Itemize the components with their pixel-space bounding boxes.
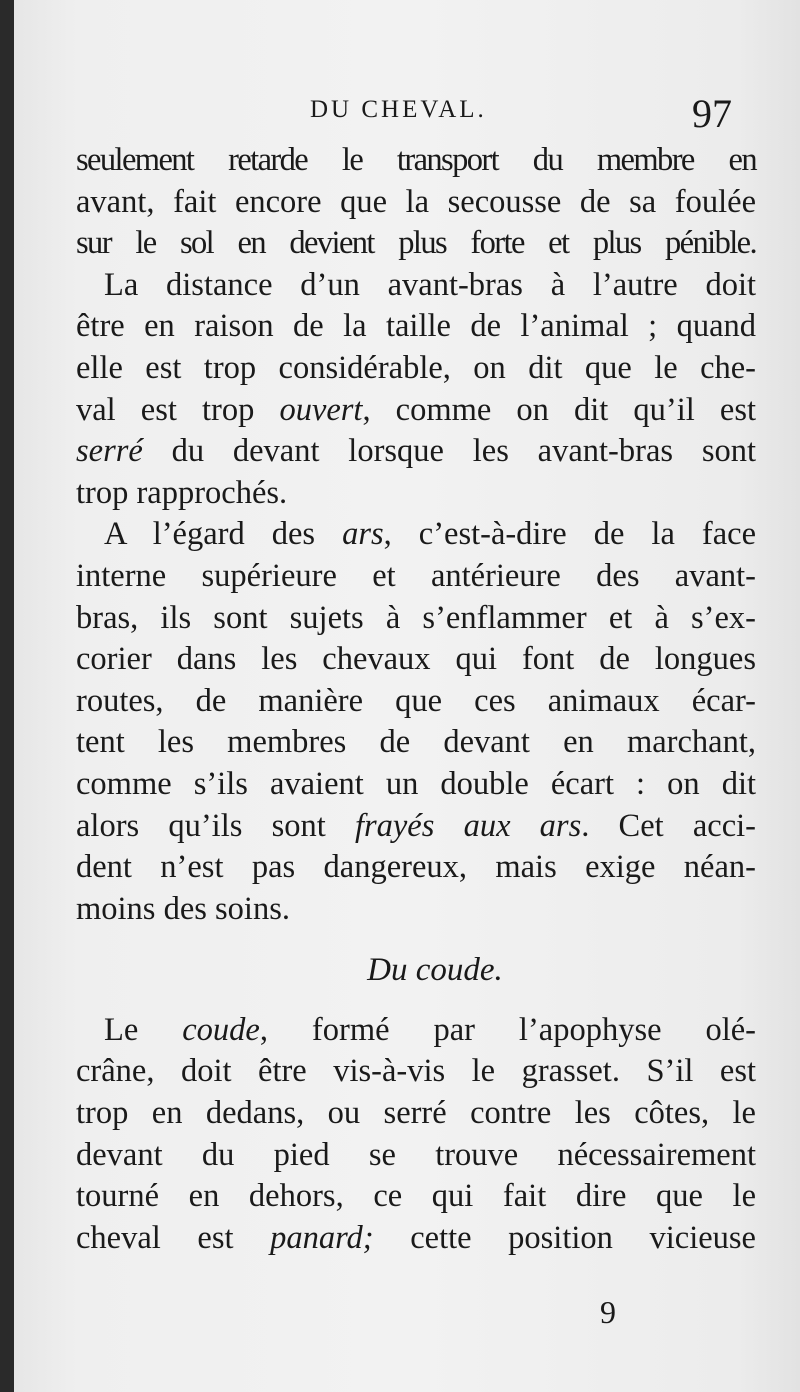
italic-term: ars	[342, 516, 384, 553]
italic-term: serré	[76, 433, 143, 470]
text-run: . Cet acci-	[581, 807, 756, 844]
italic-term: ouvert	[279, 391, 363, 428]
text-line: trop en dedans, ou serré contre les côtes, le	[76, 1095, 756, 1132]
text-line: tent les membres de devant en marchant,	[76, 724, 756, 761]
paragraph-1	[76, 140, 756, 265]
text-line	[76, 431, 756, 473]
text-line: routes, de manière que ces animaux écar-	[76, 682, 756, 719]
text-line: La distance d’un avant-bras à l’autre doit	[104, 266, 756, 303]
text-run: Le	[104, 1011, 183, 1048]
text-line: sur le sol en devient plus forte et plus pénible.	[76, 225, 756, 262]
text-line	[76, 514, 756, 556]
text-run: , formé par l’apophyse olé-	[259, 1011, 756, 1048]
running-head: DU CHEVAL.	[310, 96, 487, 123]
page-body	[76, 140, 756, 1259]
text-line: bras, ils sont sujets à s’enflammer et à s’ex-	[76, 599, 756, 636]
signature-mark: 9	[600, 1294, 616, 1330]
text-line	[76, 806, 756, 848]
text-line: interne supérieure et antérieure des avant-	[76, 557, 756, 594]
text-line	[76, 1218, 756, 1260]
text-line: être en raison de la taille de l’animal ; quand	[76, 308, 756, 345]
text-line	[76, 390, 756, 432]
italic-term: frayés aux ars	[354, 807, 582, 844]
text-line: seulement retarde le transport du membre en	[76, 142, 756, 178]
text-line: elle est trop considérable, on dit que le che-	[76, 349, 756, 386]
section-title: Du coude.	[367, 952, 503, 989]
page-header	[14, 92, 800, 142]
text-run: cette position vicieuse	[373, 1219, 756, 1256]
text-run: du devant lorsque les avant-bras sont	[142, 433, 756, 470]
text-line: moins des soins.	[76, 890, 290, 927]
paragraph-3	[76, 514, 756, 930]
text-line: devant du pied se trouve nécessairement	[76, 1136, 756, 1173]
text-line: crâne, doit être vis-à-vis le grasset. S’il est	[76, 1053, 756, 1090]
text-run: A l’égard des	[104, 516, 343, 553]
text-run: val est trop	[76, 391, 280, 428]
text-run: alors qu’ils sont	[76, 807, 355, 844]
paragraph-2	[76, 265, 756, 515]
paragraph-4	[76, 1010, 756, 1260]
text-line: corier dans les chevaux qui font de longues	[76, 641, 756, 678]
text-run: , comme on dit qu’il est	[362, 391, 756, 428]
text-run: , c’est-à-dire de la face	[383, 516, 756, 553]
text-line: trop rapprochés.	[76, 474, 288, 511]
text-line: comme s’ils avaient un double écart : on dit	[76, 765, 756, 802]
text-line	[76, 1010, 756, 1052]
italic-term: panard;	[270, 1219, 374, 1256]
italic-term: coude	[182, 1011, 260, 1048]
text-run: cheval est	[76, 1219, 271, 1256]
text-line: dent n’est pas dangereux, mais exige néan-	[76, 849, 756, 886]
page-number: 97	[692, 91, 732, 136]
text-line: tourné en dehors, ce qui fait dire que le	[76, 1178, 756, 1215]
text-line: avant, fait encore que la secousse de sa foulée	[76, 183, 756, 220]
